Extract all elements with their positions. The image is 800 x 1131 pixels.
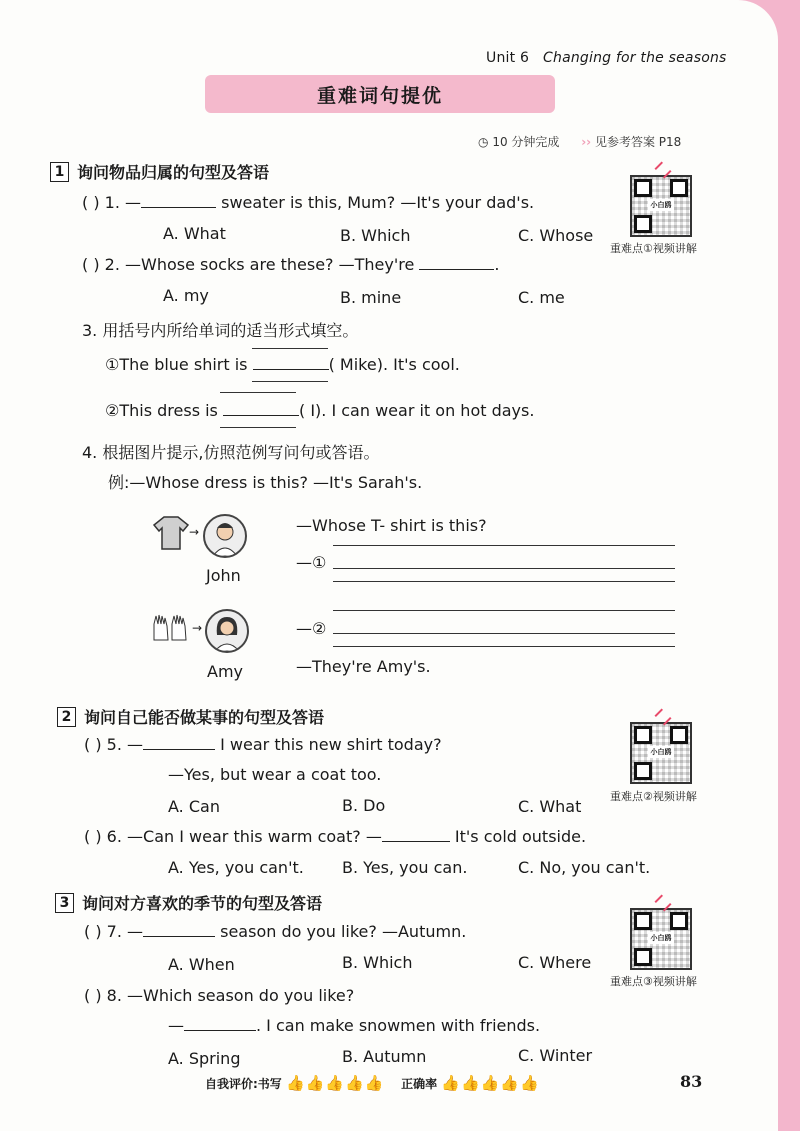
q2-option-c[interactable]: C. me: [518, 288, 565, 307]
answer-line[interactable]: [333, 633, 675, 634]
q2-option-a[interactable]: A. my: [163, 286, 209, 305]
page-number: 83: [680, 1072, 703, 1091]
answer-paren[interactable]: ( ): [84, 986, 102, 1005]
q7-option-c[interactable]: C. Where: [518, 953, 592, 972]
clock-icon: ◷: [478, 135, 489, 149]
blank[interactable]: [184, 1016, 256, 1031]
bird-icon: [655, 162, 672, 179]
q1-option-b[interactable]: B. Which: [340, 226, 411, 245]
section-number: 3: [55, 893, 74, 913]
q5-option-b[interactable]: B. Do: [342, 796, 386, 815]
bird-icon: [655, 709, 672, 726]
question-3-title: 3. 用括号内所给单词的适当形式填空。: [82, 321, 359, 340]
answer-paren[interactable]: ( ): [82, 193, 100, 212]
girl-avatar-icon: [205, 609, 249, 653]
q6-option-a[interactable]: A. Yes, you can't.: [168, 858, 304, 877]
thumbs-up-icon[interactable]: 👍👍👍👍👍: [441, 1074, 540, 1092]
question-3-1: ①The blue shirt is ( Mike). It's cool.: [105, 355, 460, 374]
question-5: ( ) 5. — I wear this new shirt today?: [84, 735, 442, 754]
qr-code-1[interactable]: 小白鸥: [630, 175, 692, 237]
blank[interactable]: [223, 401, 299, 416]
q5-option-a[interactable]: A. Can: [168, 797, 220, 816]
blank[interactable]: [253, 355, 329, 370]
qr-caption-2: 重难点②视频讲解: [610, 790, 697, 803]
question-8-line2: — . I can make snowmen with friends.: [168, 1016, 541, 1035]
answer-paren[interactable]: ( ): [82, 255, 100, 274]
qr-code-3[interactable]: 小白鸥: [630, 908, 692, 970]
time-limit: 10 分钟完成: [492, 135, 560, 149]
amy-question-prefix: —②: [296, 619, 327, 638]
q2-option-b[interactable]: B. mine: [340, 288, 402, 307]
timer-info: [478, 133, 681, 150]
question-1: ( ) 1. — sweater is this, Mum? —It's your dad's.: [82, 193, 535, 212]
question-5-line2: —Yes, but wear a coat too.: [168, 765, 382, 784]
boy-avatar-icon: [203, 514, 247, 558]
unit-label: Unit 6: [486, 50, 530, 66]
arrow-icon: →: [189, 525, 200, 539]
q7-option-b[interactable]: B. Which: [342, 953, 413, 972]
gloves-icon: [150, 612, 192, 642]
blank[interactable]: [143, 922, 215, 937]
question-2: ( ) 2. —Whose socks are these? —They're .: [82, 255, 500, 274]
unit-title: Changing for the seasons: [543, 50, 727, 66]
blank[interactable]: [143, 735, 215, 750]
bird-icon: [655, 895, 672, 912]
question-3-2: ②This dress is ( I). I can wear it on hot days.: [105, 401, 535, 420]
arrow-icon: ››: [581, 135, 592, 149]
john-answer-prefix: —①: [296, 553, 327, 572]
section-number: 2: [57, 707, 76, 727]
page-title: 重难词句提优: [205, 75, 555, 113]
q8-option-a[interactable]: A. Spring: [168, 1049, 241, 1068]
amy-label: Amy: [207, 662, 243, 681]
blank[interactable]: [419, 255, 494, 270]
answer-paren[interactable]: ( ): [84, 827, 102, 846]
section-title: 询问自己能否做某事的句型及答语: [84, 708, 325, 727]
blank[interactable]: [141, 193, 216, 208]
q6-option-b[interactable]: B. Yes, you can.: [342, 858, 468, 877]
q1-option-a[interactable]: A. What: [163, 224, 226, 243]
running-header: [486, 50, 727, 66]
section-number: 1: [50, 162, 69, 182]
section-title: 询问对方喜欢的季节的句型及答语: [82, 894, 323, 913]
question-7: ( ) 7. — season do you like? —Autumn.: [84, 922, 467, 941]
q1-option-c[interactable]: C. Whose: [518, 226, 594, 245]
section-1-heading: [50, 160, 269, 183]
qr-caption-3: 重难点③视频讲解: [610, 975, 697, 988]
qr-caption-1: 重难点①视频讲解: [610, 242, 697, 255]
question-8: ( ) 8. —Which season do you like?: [84, 986, 355, 1005]
thumbs-up-icon[interactable]: 👍👍👍👍👍: [286, 1074, 385, 1092]
section-3-heading: [55, 891, 322, 914]
section-title: 询问物品归属的句型及答语: [77, 163, 270, 182]
john-label: John: [206, 566, 241, 585]
question-4-title: 4. 根据图片提示,仿照范例写问句或答语。: [82, 443, 380, 462]
q5-option-c[interactable]: C. What: [518, 797, 582, 816]
question-4-example: 例:—Whose dress is this? —It's Sarah's.: [108, 473, 423, 492]
answer-line[interactable]: [333, 568, 675, 569]
answer-paren[interactable]: ( ): [84, 922, 102, 941]
self-evaluation: 自我评价:书写 👍👍👍👍👍 正确率 👍👍👍👍👍: [205, 1074, 540, 1092]
q8-option-b[interactable]: B. Autumn: [342, 1047, 427, 1066]
john-question: —Whose T- shirt is this?: [296, 516, 487, 535]
section-2-heading: [57, 705, 324, 728]
q8-option-c[interactable]: C. Winter: [518, 1046, 593, 1065]
blank[interactable]: [382, 827, 450, 842]
q7-option-a[interactable]: A. When: [168, 955, 235, 974]
question-6: ( ) 6. —Can I wear this warm coat? — It's cold outside.: [84, 827, 587, 846]
qr-code-2[interactable]: 小白鸥: [630, 722, 692, 784]
answer-paren[interactable]: ( ): [84, 735, 102, 754]
q6-option-c[interactable]: C. No, you can't.: [518, 858, 651, 877]
amy-answer: —They're Amy's.: [296, 657, 431, 676]
arrow-icon: →: [192, 621, 203, 635]
tshirt-icon: [152, 515, 190, 551]
answer-ref: 见参考答案 P18: [594, 135, 682, 149]
